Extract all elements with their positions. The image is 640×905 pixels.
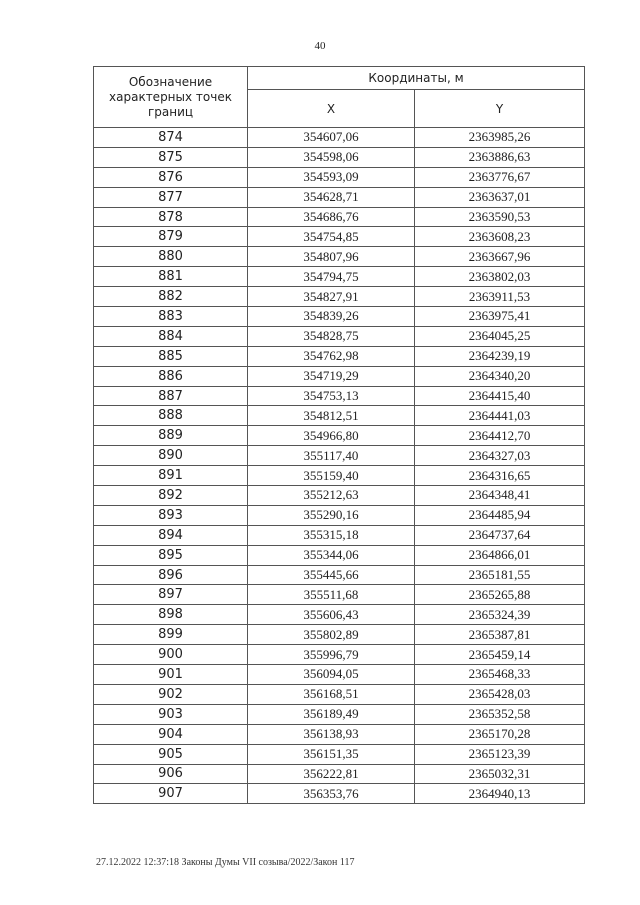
y-coordinate-cell: 2363911,53	[415, 287, 585, 307]
x-coordinate-cell: 354812,51	[248, 406, 415, 426]
table-row	[94, 525, 585, 545]
point-designation-header: Обозначение характерных точек границ	[94, 67, 248, 128]
point-number-cell: 881	[94, 267, 248, 287]
y-coordinate-cell: 2364348,41	[415, 486, 585, 506]
x-coordinate-cell: 356151,35	[248, 744, 415, 764]
y-coordinate-cell: 2363667,96	[415, 247, 585, 267]
x-coordinate-cell: 355117,40	[248, 446, 415, 466]
table-row	[94, 446, 585, 466]
y-coordinate-cell: 2364340,20	[415, 366, 585, 386]
y-coordinate-cell: 2363802,03	[415, 267, 585, 287]
point-number-cell: 882	[94, 287, 248, 307]
x-coordinate-cell: 356094,05	[248, 665, 415, 685]
x-coordinate-cell: 355344,06	[248, 545, 415, 565]
x-coordinate-cell: 355511,68	[248, 585, 415, 605]
table-row	[94, 128, 585, 148]
point-number-cell: 893	[94, 505, 248, 525]
point-number-cell: 894	[94, 525, 248, 545]
point-number-cell: 884	[94, 326, 248, 346]
point-number-cell: 906	[94, 764, 248, 784]
table-body	[94, 128, 585, 804]
point-number-cell: 907	[94, 784, 248, 804]
y-coordinate-cell: 2363608,23	[415, 227, 585, 247]
y-coordinate-cell: 2364316,65	[415, 466, 585, 486]
coordinates-table	[93, 66, 585, 804]
table-row	[94, 247, 585, 267]
y-coordinate-cell: 2364737,64	[415, 525, 585, 545]
y-coordinate-cell: 2364866,01	[415, 545, 585, 565]
y-coordinate-cell: 2363776,67	[415, 167, 585, 187]
table-row	[94, 545, 585, 565]
x-coordinate-cell: 354607,06	[248, 128, 415, 148]
table-row	[94, 486, 585, 506]
x-coordinate-cell: 356168,51	[248, 684, 415, 704]
y-coordinate-cell: 2364940,13	[415, 784, 585, 804]
x-coordinate-cell: 354828,75	[248, 326, 415, 346]
table-row	[94, 645, 585, 665]
table-row	[94, 307, 585, 327]
table-row	[94, 326, 585, 346]
y-coordinate-cell: 2365170,28	[415, 724, 585, 744]
point-number-cell: 903	[94, 704, 248, 724]
point-number-cell: 900	[94, 645, 248, 665]
x-coordinate-cell: 354794,75	[248, 267, 415, 287]
x-coordinate-cell: 354628,71	[248, 187, 415, 207]
x-coordinate-cell: 355606,43	[248, 605, 415, 625]
point-number-cell: 874	[94, 128, 248, 148]
table-row	[94, 287, 585, 307]
point-number-cell: 896	[94, 565, 248, 585]
table-row	[94, 784, 585, 804]
x-coordinate-cell: 356353,76	[248, 784, 415, 804]
y-coordinate-cell: 2364327,03	[415, 446, 585, 466]
point-number-cell: 875	[94, 147, 248, 167]
point-number-cell: 883	[94, 307, 248, 327]
point-number-cell: 877	[94, 187, 248, 207]
point-number-cell: 892	[94, 486, 248, 506]
x-coordinate-cell: 355315,18	[248, 525, 415, 545]
table-row	[94, 744, 585, 764]
table-row	[94, 565, 585, 585]
point-number-cell: 878	[94, 207, 248, 227]
y-coordinate-cell: 2363886,63	[415, 147, 585, 167]
y-coordinate-cell: 2364412,70	[415, 426, 585, 446]
point-number-cell: 898	[94, 605, 248, 625]
x-coordinate-cell: 354827,91	[248, 287, 415, 307]
y-coordinate-cell: 2365265,88	[415, 585, 585, 605]
point-number-cell: 899	[94, 625, 248, 645]
table-row	[94, 764, 585, 784]
x-coordinate-cell: 355996,79	[248, 645, 415, 665]
x-coordinate-cell: 355212,63	[248, 486, 415, 506]
table-row	[94, 625, 585, 645]
point-number-cell: 889	[94, 426, 248, 446]
y-coordinate-cell: 2364045,25	[415, 326, 585, 346]
point-number-cell: 902	[94, 684, 248, 704]
x-coordinate-cell: 356222,81	[248, 764, 415, 784]
x-coordinate-cell: 354686,76	[248, 207, 415, 227]
x-coordinate-cell: 355159,40	[248, 466, 415, 486]
table-row	[94, 704, 585, 724]
y-coordinate-cell: 2365324,39	[415, 605, 585, 625]
point-number-cell: 879	[94, 227, 248, 247]
point-number-cell: 880	[94, 247, 248, 267]
table-row	[94, 227, 585, 247]
x-coordinate-cell: 354593,09	[248, 167, 415, 187]
x-coordinate-cell: 354966,80	[248, 426, 415, 446]
point-number-cell: 905	[94, 744, 248, 764]
point-number-cell: 876	[94, 167, 248, 187]
table-row	[94, 366, 585, 386]
table-row	[94, 466, 585, 486]
point-number-cell: 904	[94, 724, 248, 744]
y-coordinate-cell: 2364485,94	[415, 505, 585, 525]
y-coordinate-cell: 2365032,31	[415, 764, 585, 784]
y-column-header: Y	[415, 90, 585, 128]
table-row	[94, 207, 585, 227]
table-row	[94, 346, 585, 366]
x-coordinate-cell: 354754,85	[248, 227, 415, 247]
y-coordinate-cell: 2364239,19	[415, 346, 585, 366]
y-coordinate-cell: 2363985,26	[415, 128, 585, 148]
table-row	[94, 167, 585, 187]
table-row	[94, 665, 585, 685]
y-coordinate-cell: 2365428,03	[415, 684, 585, 704]
y-coordinate-cell: 2364415,40	[415, 386, 585, 406]
y-coordinate-cell: 2365387,81	[415, 625, 585, 645]
y-coordinate-cell: 2363590,53	[415, 207, 585, 227]
point-number-cell: 887	[94, 386, 248, 406]
table-row	[94, 505, 585, 525]
y-coordinate-cell: 2365123,39	[415, 744, 585, 764]
x-coordinate-cell: 356138,93	[248, 724, 415, 744]
point-number-cell: 895	[94, 545, 248, 565]
table-row	[94, 267, 585, 287]
page-number: 40	[314, 40, 326, 52]
table-row	[94, 605, 585, 625]
document-footer: 27.12.2022 12:37:18 Законы Думы VII созыва/2022/Закон 117	[96, 857, 355, 868]
table-row	[94, 406, 585, 426]
x-coordinate-cell: 354762,98	[248, 346, 415, 366]
x-coordinate-cell: 355445,66	[248, 565, 415, 585]
y-coordinate-cell: 2365468,33	[415, 665, 585, 685]
y-coordinate-cell: 2363975,41	[415, 307, 585, 327]
point-number-cell: 901	[94, 665, 248, 685]
table-row	[94, 426, 585, 446]
point-number-cell: 897	[94, 585, 248, 605]
y-coordinate-cell: 2365352,58	[415, 704, 585, 724]
table-row	[94, 187, 585, 207]
y-coordinate-cell: 2365181,55	[415, 565, 585, 585]
y-coordinate-cell: 2363637,01	[415, 187, 585, 207]
x-coordinate-cell: 355290,16	[248, 505, 415, 525]
x-coordinate-cell: 354598,06	[248, 147, 415, 167]
x-coordinate-cell: 354753,13	[248, 386, 415, 406]
x-coordinate-cell: 356189,49	[248, 704, 415, 724]
x-column-header: X	[248, 90, 415, 128]
x-coordinate-cell: 355802,89	[248, 625, 415, 645]
x-coordinate-cell: 354807,96	[248, 247, 415, 267]
table-row	[94, 585, 585, 605]
point-number-cell: 890	[94, 446, 248, 466]
y-coordinate-cell: 2364441,03	[415, 406, 585, 426]
x-coordinate-cell: 354839,26	[248, 307, 415, 327]
table-row	[94, 724, 585, 744]
point-number-cell: 886	[94, 366, 248, 386]
x-coordinate-cell: 354719,29	[248, 366, 415, 386]
coordinates-header: Координаты, м	[248, 67, 585, 90]
table-row	[94, 147, 585, 167]
table-row	[94, 386, 585, 406]
point-number-cell: 885	[94, 346, 248, 366]
y-coordinate-cell: 2365459,14	[415, 645, 585, 665]
table-row	[94, 684, 585, 704]
point-number-cell: 888	[94, 406, 248, 426]
point-number-cell: 891	[94, 466, 248, 486]
